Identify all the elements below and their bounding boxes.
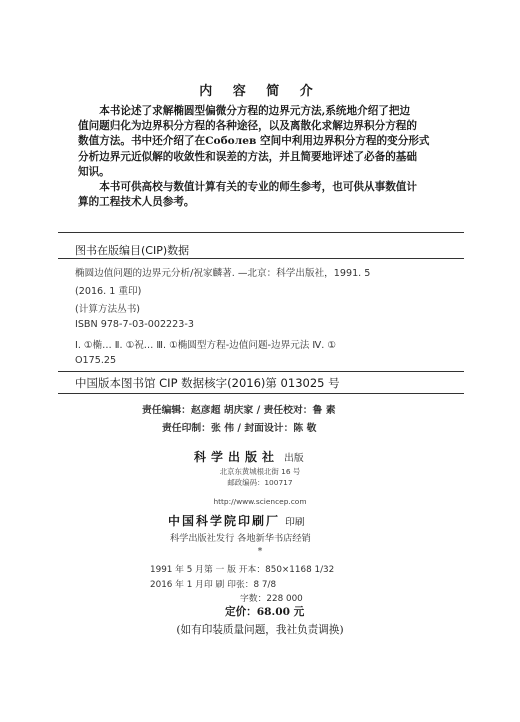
divider-cip-heading (58, 258, 464, 259)
intro-text (78, 104, 458, 210)
cip-line: O175.25 (75, 355, 117, 366)
publisher-suffix: 出版 (284, 453, 304, 464)
publisher-website: http://www.sciencep.com (213, 497, 307, 506)
intro-para1-line2: 值问题归化为边界积分方程的各种途径，以及离散化求解边界积分方程的 (78, 120, 417, 133)
cip-line: (计算方法丛书) (75, 304, 141, 315)
cip-line: ISBN 978-7-03-002223-3 (75, 319, 194, 330)
separator-star: * (257, 547, 263, 557)
spec-line1: 1991 年 5 月第 一 版 开本：850×1168 1/32 (150, 565, 335, 575)
cip-line: 椭圆边值问题的边界元分析/祝家麟著. —北京：科学出版社，1991. 5 (75, 268, 371, 279)
intro-para1-line4: 分析边界元近似解的收敛性和误差的方法，并且简要地评述了必备的基础 (78, 150, 417, 163)
intro-para1-line1: 本书论述了求解椭圆型偏微分方程的边界元方法,系统地介绍了把边 (99, 105, 411, 117)
cip-heading: 图书在版编目(CIP)数据 (75, 244, 190, 257)
quality-notice: (如有印装质量问题，我社负责调换) (176, 624, 344, 636)
distribution-line: 科学出版社发行 各地新华书店经销 (170, 533, 311, 544)
divider-top (58, 232, 464, 233)
cip-line: Ⅰ. ①椭… Ⅱ. ①祝… Ⅲ. ①椭圆型方程-边值问题-边界元法 Ⅳ. ① (75, 340, 336, 351)
intro-para1-line5: 知识。 (78, 165, 110, 178)
price: 定价：68.00 元 (225, 606, 305, 618)
publisher-address: 北京东黄城根北街 16 号 (219, 467, 301, 476)
intro-title: 内 容 简 介 (199, 84, 321, 99)
publisher-postcode: 邮政编码：100717 (227, 478, 293, 487)
printer-name: 中国科学院印刷厂 (168, 514, 281, 528)
credits-line1: 责任编辑：赵彦超 胡庆家 / 责任校对：鲁 素 (142, 405, 336, 416)
printer-line (168, 510, 305, 529)
publisher-name: 科学出版社 (194, 450, 280, 464)
credits-line2: 责任印制：张 伟 / 封面设计：陈 敬 (162, 423, 317, 434)
spec-line3: 字数：228 000 (240, 594, 303, 604)
printer-suffix: 印刷 (285, 517, 305, 528)
publisher-line (194, 446, 304, 465)
divider-cip-bottom (58, 371, 464, 372)
divider-record (58, 393, 464, 394)
intro-para2-line2: 算的工程技术人员参考。 (78, 196, 195, 209)
cip-line: (2016. 1 重印) (75, 286, 142, 297)
spec-line2: 2016 年 1 月印 刷 印张：8 7/8 (150, 580, 277, 590)
intro-para2-line1: 本书可供高校与数值计算有关的专业的师生参考，也可供从事数值计 (99, 181, 417, 194)
cip-record-number: 中国版本图书馆 CIP 数据核字(2016)第 013025 号 (75, 376, 340, 390)
intro-para1-line3: 数值方法。书中还介绍了在Соболев 空间中利用边界积分方程的变分形式 (78, 135, 430, 148)
